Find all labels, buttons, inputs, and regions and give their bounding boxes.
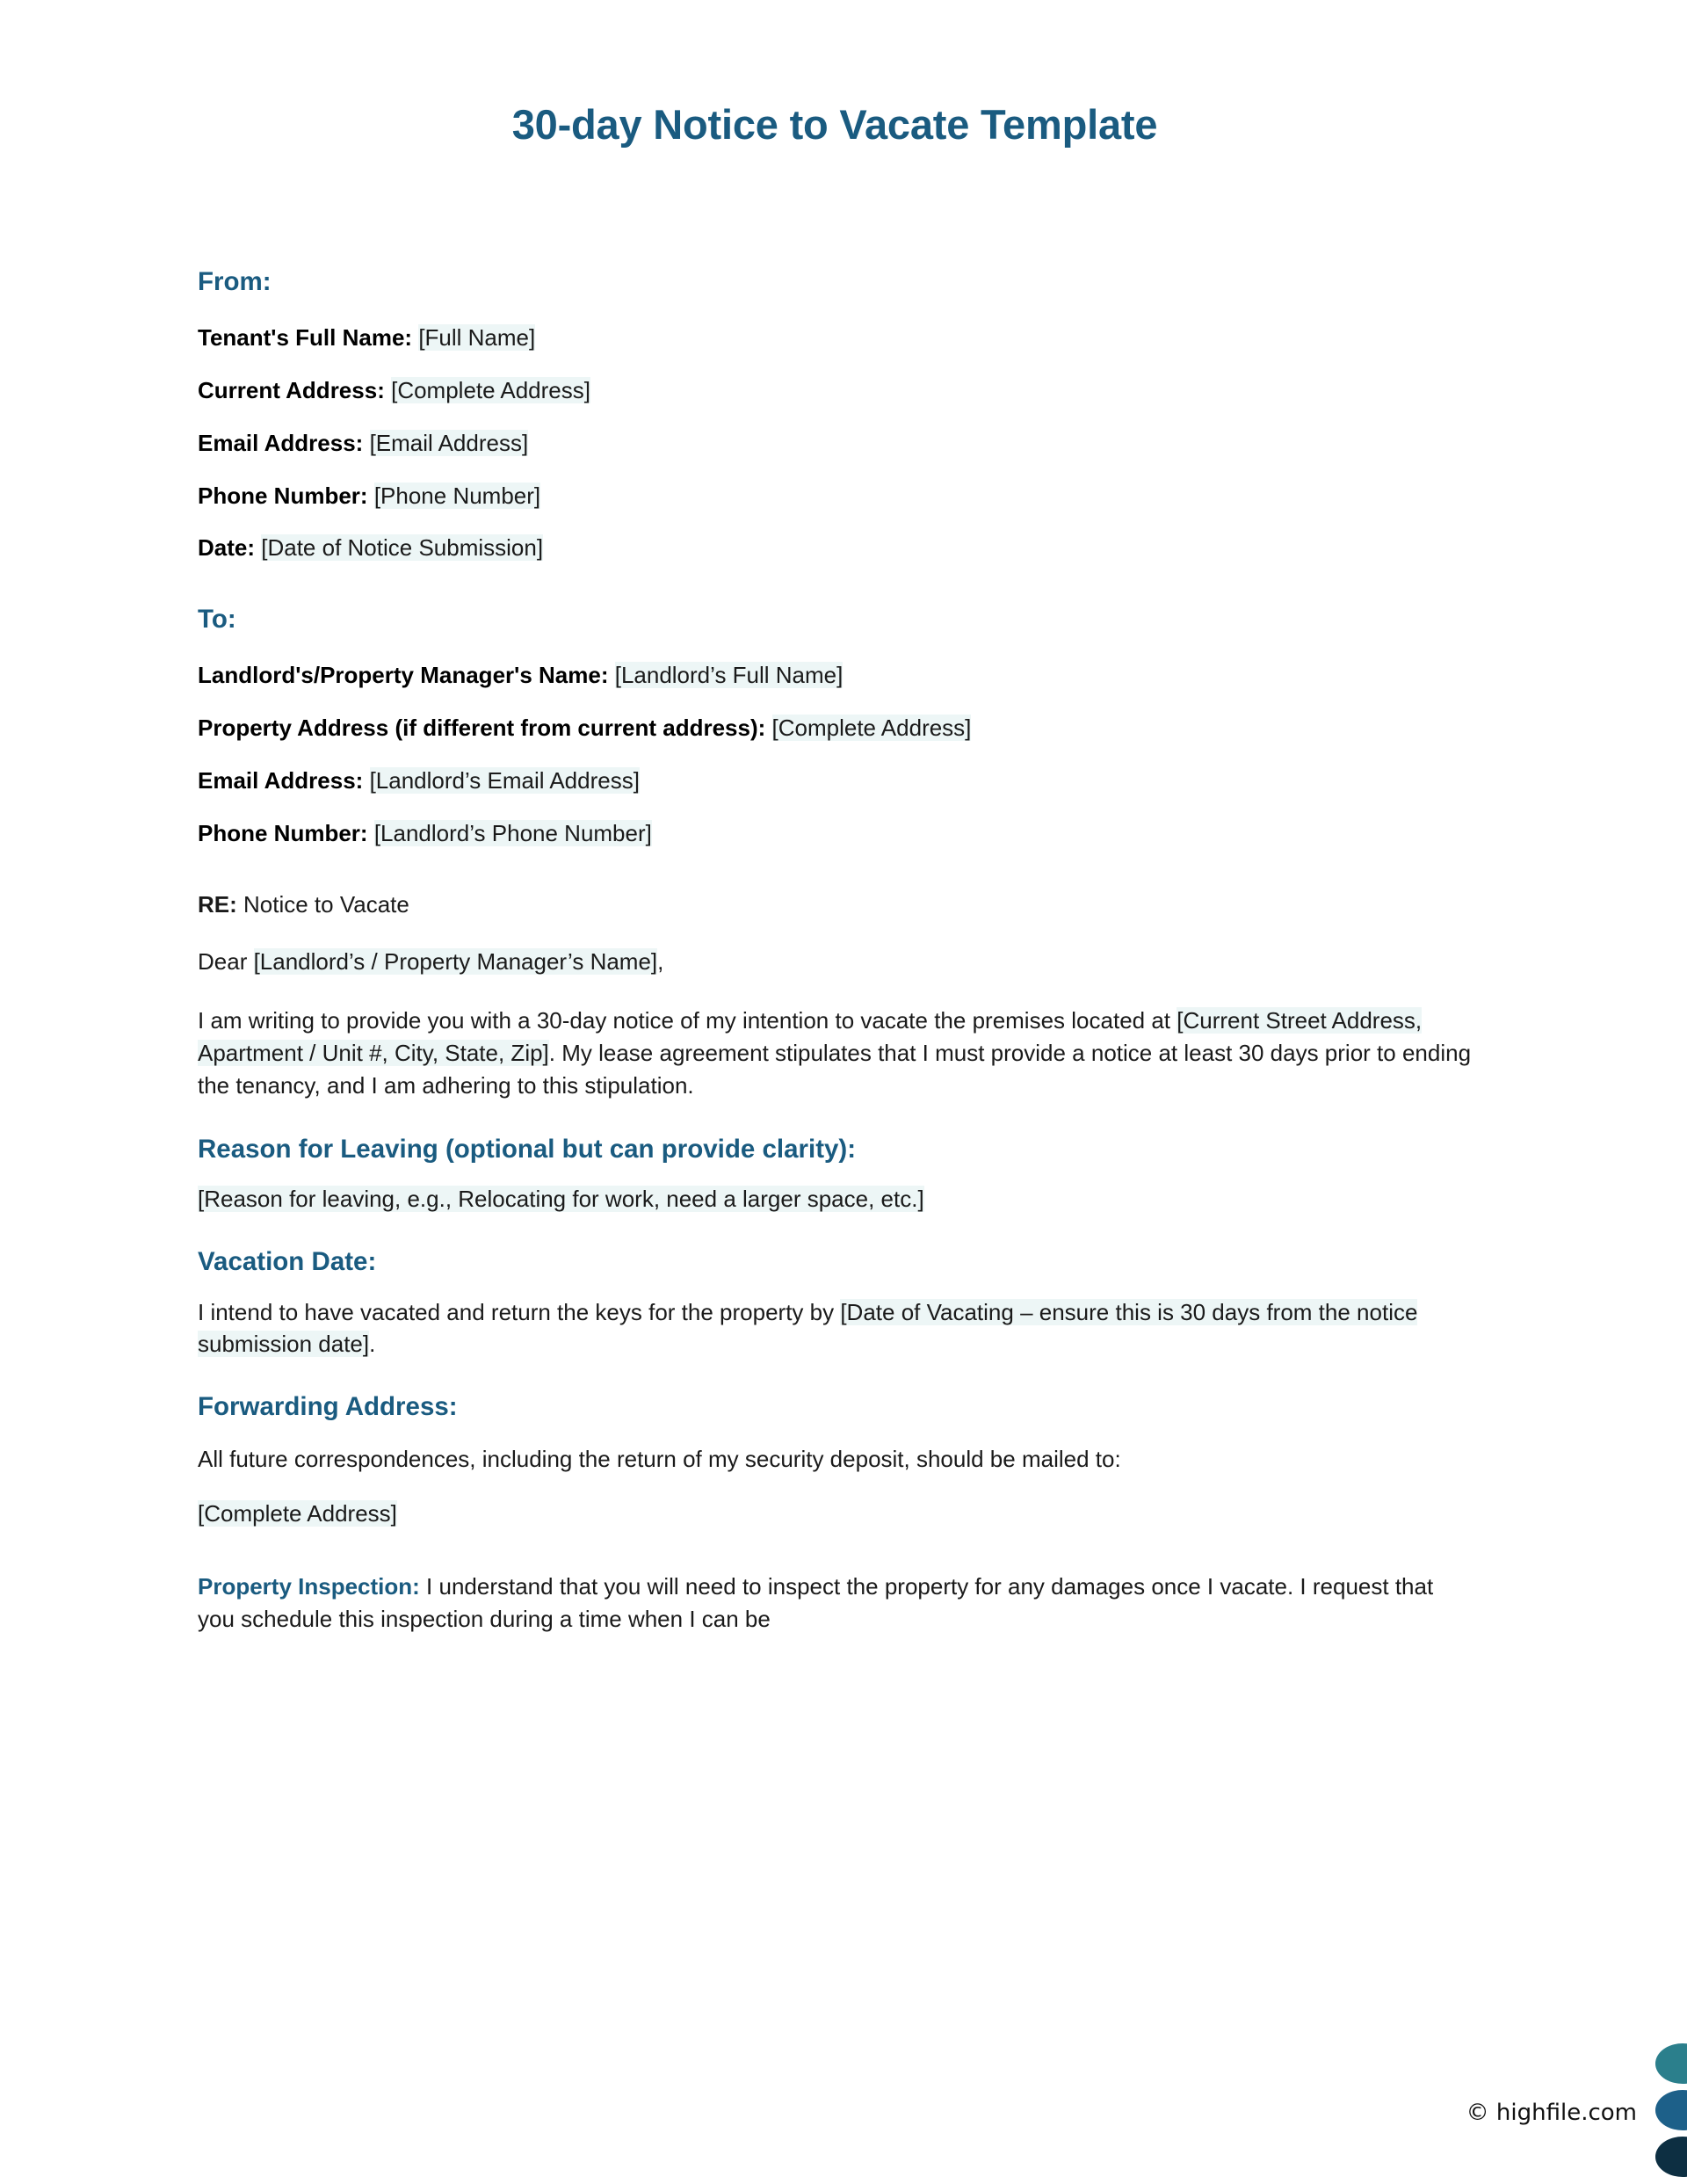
field-value-placeholder[interactable]: [Email Address] [369, 429, 529, 456]
field-landlord-name [198, 661, 1472, 691]
field-label: Property Address (if different from current address): [198, 714, 766, 741]
re-label: RE: [198, 891, 237, 918]
from-section-heading: From: [198, 267, 272, 297]
field-value-placeholder[interactable]: [Landlord’s Email Address] [369, 766, 640, 794]
forwarding-address-body: All future correspondences, including the return of my security deposit, should be mailed to: [198, 1446, 1121, 1473]
field-landlord-phone-number [198, 819, 1472, 849]
vacation-date-body [198, 1296, 1472, 1361]
field-value-placeholder[interactable]: [Phone Number] [373, 482, 541, 509]
logo-blob-middle [1655, 2090, 1687, 2130]
intro-address-placeholder[interactable]: [Current Street Address, Apartment / Unit #, City, State, Zip] [198, 1007, 1423, 1067]
property-inspection-heading: Property Inspection: [198, 1573, 420, 1600]
field-value-placeholder[interactable]: [Landlord’s Phone Number] [373, 819, 652, 846]
field-label: Email Address: [198, 766, 364, 794]
intro-paragraph [198, 1005, 1472, 1102]
field-label: Email Address: [198, 429, 364, 456]
forwarding-address-value-line [198, 1498, 1472, 1530]
field-label: Tenant's Full Name: [198, 324, 413, 352]
field-value-placeholder[interactable]: [Landlord’s Full Name] [614, 662, 844, 689]
intro-text-part1: I am writing to provide you with a 30-day notice of my intention to vacate the premises located at [198, 1007, 1177, 1034]
re-line [198, 889, 1472, 921]
field-value-placeholder[interactable]: [Complete Address] [391, 377, 590, 404]
reason-for-leaving-heading: Reason for Leaving (optional but can provide clarity): [198, 1134, 857, 1164]
salutation-line [198, 946, 1472, 978]
field-property-address [198, 714, 1472, 744]
salutation-suffix: , [657, 948, 664, 976]
field-value-placeholder[interactable]: [Complete Address] [771, 714, 972, 741]
vacation-text-part2: . [369, 1331, 376, 1358]
vacation-text-part1: I intend to have vacated and return the keys for the property by [198, 1298, 841, 1325]
field-current-address [198, 376, 1472, 406]
vacation-date-placeholder[interactable]: [Date of Vacating – ensure this is 30 days from the notice submission date] [198, 1298, 1418, 1358]
property-inspection-paragraph [198, 1571, 1472, 1636]
salutation-prefix: Dear [198, 948, 254, 976]
field-label: Date: [198, 534, 256, 562]
field-notice-date [198, 533, 1472, 563]
field-value-placeholder[interactable]: [Date of Notice Submission] [261, 534, 544, 562]
field-tenant-full-name [198, 323, 1472, 353]
field-value-placeholder[interactable]: [Full Name] [418, 324, 536, 352]
forwarding-address-placeholder[interactable]: [Complete Address] [198, 1500, 397, 1527]
document-content [198, 0, 1472, 1636]
field-label: Landlord's/Property Manager's Name: [198, 662, 609, 689]
field-label: Phone Number: [198, 482, 368, 509]
re-value: Notice to Vacate [243, 891, 409, 918]
logo-blob-bottom [1655, 2137, 1687, 2177]
field-tenant-email-address [198, 429, 1472, 459]
reason-for-leaving-body [198, 1183, 1472, 1215]
property-inspection-text: I understand that you will need to inspect the property for any damages once I vacate. I request that you schedule this inspection during a time when I can be [198, 1573, 1434, 1632]
intro-text-part2: . My lease agreement stipulates that I must provide a notice at least 30 days prior to ending the tenancy, and I am adhering to this stipulation. [198, 1040, 1472, 1099]
logo-blob-top [1655, 2043, 1687, 2084]
field-label: Current Address: [198, 377, 385, 404]
reason-placeholder[interactable]: [Reason for leaving, e.g., Relocating for work, need a larger space, etc.] [198, 1185, 924, 1212]
page-title: 30-day Notice to Vacate Template [511, 101, 1158, 148]
salutation-placeholder[interactable]: [Landlord’s / Property Manager’s Name] [253, 948, 658, 976]
highfile-logo-icon [1655, 2043, 1687, 2177]
field-label: Phone Number: [198, 819, 368, 846]
copyright-notice: © highfile.com [1466, 2100, 1637, 2126]
to-section-heading: To: [198, 605, 236, 635]
field-landlord-email-address [198, 766, 1472, 796]
vacation-date-heading: Vacation Date: [198, 1246, 377, 1276]
field-tenant-phone-number [198, 482, 1472, 512]
forwarding-address-heading: Forwarding Address: [198, 1392, 458, 1422]
